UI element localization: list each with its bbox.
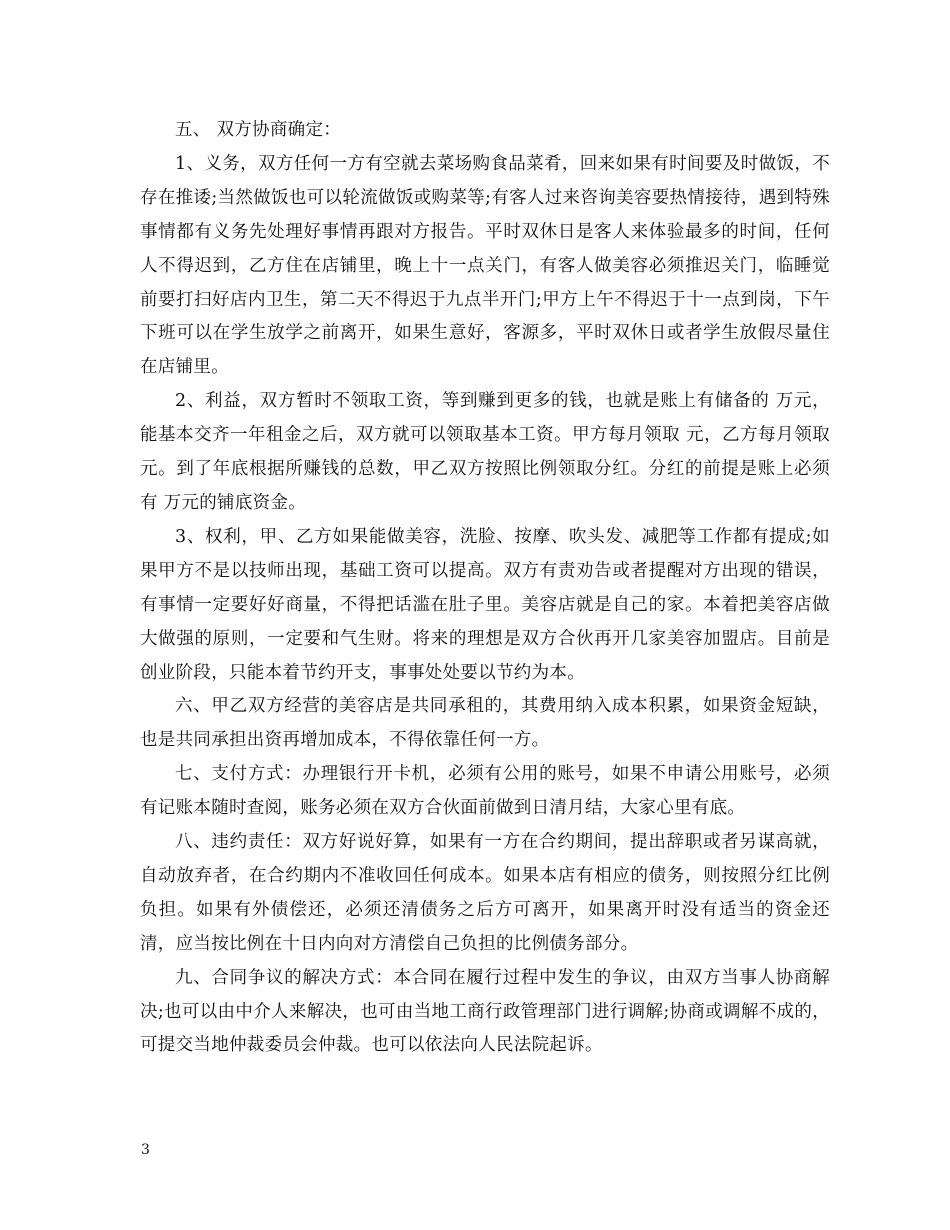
section-eight-liability: 八、违约责任：双方好说好算，如果有一方在合约期间，提出辞职或者另谋高就，自动放弃者，在合约期内不准收回任何成本。如果本店有相应的债务，则按照分红比例负担。如果有外债偿还，必须还清债务之后方可离开，如果离开时没有适当的资金还清，应当按比例在十日内向对方清偿自己负担的比例债务部分。 bbox=[140, 832, 830, 954]
page-number: 3 bbox=[141, 1142, 150, 1158]
clause-rights: 3、权利，甲、乙方如果能做美容，洗脸、按摩、吹头发、减肥等工作都有提成;如果甲方不是以技师出现，基础工资可以提高。双方有责劝告或者提醒对方出现的错误，有事情一定要好好商量，不得把话滥在肚子里。美容店就是自己的家。本着把美容店做大做强的原则，一定要和气生财。将来的理想是双方合伙再开几家美容加盟店。目前是创业阶段，只能本着节约开支，事事处处要以节约为本。 bbox=[140, 526, 830, 683]
section-heading-five: 五、 双方协商确定： bbox=[175, 120, 342, 140]
section-six-costs: 六、甲乙双方经营的美容店是共同承租的，其费用纳入成本积累，如果资金短缺，也是共同承担出资再增加成本，不得依靠任何一方。 bbox=[140, 696, 830, 751]
section-nine-disputes: 九、合同争议的解决方式：本合同在履行过程中发生的争议，由双方当事人协商解决;也可以由中介人来解决，也可由当地工商行政管理部门进行调解;协商或调解不成的，可提交当地仲裁委员会仲裁。也可以依法向人民法院起诉。 bbox=[140, 967, 830, 1056]
clause-obligations: 1、义务，双方任何一方有空就去菜场购食品菜肴，回来如果有时间要及时做饭，不存在推诿;当然做饭也可以轮流做饭或购菜等;有客人过来咨询美容要热情接待，遇到特殊事情都有义务先处理好事情再跟对方报告。平时双休日是客人来体验最多的时间，任何人不得迟到，乙方住在店铺里，晚上十一点关门，有客人做美容必须推迟关门，临睡觉前要打扫好店内卫生，第二天不得迟于九点半开门;甲方上午不得迟于十一点到岗，下午下班可以在学生放学之前离开，如果生意好，客源多，平时双休日或者学生放假尽量住在店铺里。 bbox=[140, 153, 830, 378]
document-body bbox=[140, 114, 830, 1063]
section-seven-payment: 七、支付方式：办理银行开卡机，必须有公用的账号，如果不申请公用账号，必须有记账本随时查阅，账务必须在双方合伙面前做到日清月结，大家心里有底。 bbox=[140, 764, 830, 819]
clause-interests: 2、利益，双方暂时不领取工资，等到赚到更多的钱，也就是账上有储备的 万元，能基本交齐一年租金之后，双方就可以领取基本工资。甲方每月领取 元，乙方每月领取元。到了年底根据所赚钱的总数，甲乙双方按照比例领取分红。分红的前提是账上必须有 万元的铺底资金。 bbox=[140, 391, 830, 513]
